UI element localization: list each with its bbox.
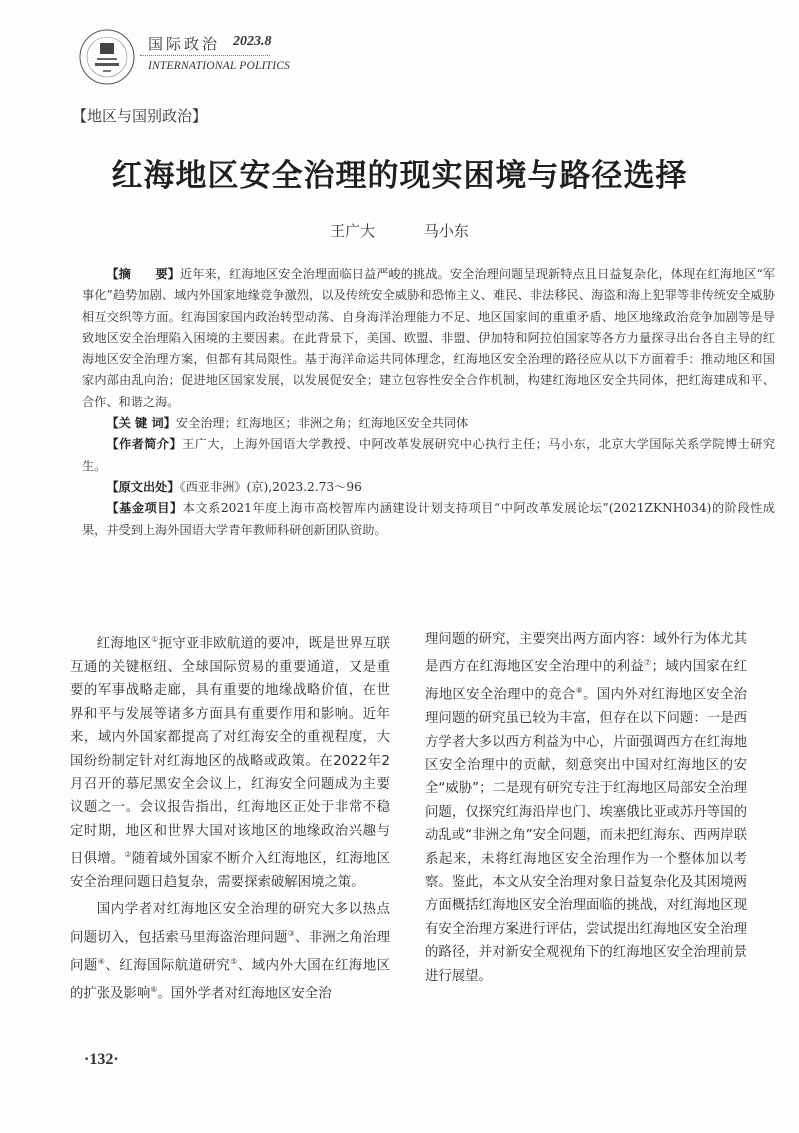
author-bio-label: 【作者简介】	[106, 437, 183, 452]
page-number: ·132·	[84, 1051, 119, 1068]
source	[82, 477, 775, 498]
body-text: 。国外学者对红海地区安全治	[157, 986, 332, 1002]
fund-label: 【基金项目】	[106, 501, 183, 516]
authors	[0, 220, 799, 241]
source-text: 《西亚非洲》(京),2023.2.73～96	[179, 479, 362, 494]
footnote-ref[interactable]: ④	[97, 956, 106, 966]
keywords-label: 【关 键 词】	[106, 416, 176, 431]
abstract-label: 【摘 要】	[106, 267, 180, 281]
body-paragraph	[70, 898, 390, 1005]
footnote-ref[interactable]: ⑧	[575, 686, 584, 696]
institution-seal-icon	[78, 28, 136, 86]
keywords	[82, 413, 775, 434]
journal-name-en: INTERNATIONAL POLITICS	[148, 60, 291, 72]
author-name: 王广大	[330, 222, 376, 240]
body-text: 、非洲之角治理问题	[70, 930, 391, 974]
source-label: 【原文出处】	[106, 479, 180, 494]
body-text: 扼守亚非欧航道的要冲，既是世界互联互通的关键枢纽、全球国际贸易的重要通道，又是重要的军事战略走廊，具有重要的地缘战略价值，在世界和平与发展等诸多方面具有重要作用和影响。近年来，域内外国家都提高了对红海安全的重视程度，大国纷纷制定针对红海地区的战略或政策。在2022年2月召开的慕尼黑安全会议上，红海安全问题成为主要议题之一。会议报告指出，红海地区正处于非常不稳定时期，地区和世界大国对该地区的地缘政治兴趣与日俱增。	[70, 636, 391, 867]
body-column-left	[70, 628, 390, 1009]
body-text: 理问题的研究，主要突出两方面内容：域外行为体尤其是西方在红海地区安全治理中的利益	[425, 632, 747, 675]
keywords-text: 安全治理；红海地区；非洲之角；红海地区安全共同体	[175, 416, 469, 431]
header-divider	[140, 55, 270, 56]
footnote-ref[interactable]: ③	[287, 928, 296, 938]
body-text: 、红海国际航道研究	[105, 958, 231, 974]
body-text: ；域内国家在红海地区安全治理中的竞合	[425, 659, 748, 703]
author-name: 马小东	[423, 222, 469, 240]
footnote-ref[interactable]: ②	[124, 850, 132, 860]
footnote-ref[interactable]: ⑦	[644, 658, 652, 668]
body-column-right	[425, 628, 747, 992]
author-bio-text: 王广大，上海外国语大学教授、中阿改革发展研究中心执行主任；马小东，北京大学国际关系学院博士研究生。	[82, 437, 776, 473]
body-text: 随着域外国家不断介入红海地区，红海地区安全治理问题日趋复杂，需要探索破解困境之策。	[70, 851, 391, 890]
body-paragraph	[70, 628, 390, 894]
body-paragraph-continued	[425, 628, 747, 988]
body-text: 、域内外大国在红海地区的扩张及影响	[70, 958, 391, 1002]
author-bio	[82, 434, 775, 477]
body-text: 。国内外对红海地区安全治理问题的研究虽已较为丰富，但存在以下问题：一是西方学者大多以西方利益为中心，片面强调西方在红海地区安全治理中的贡献，刻意突出中国对红海地区的安全“威胁”；二是现有研究专注于红海地区局部安全治理问题，仅探究红海沿岸也门、埃塞俄比亚或苏丹等国的动乱或“非洲之角”安全问题，而未把红海东、西两岸联系起来，未将红海地区安全治理作为一个整体加以考察。鉴此，本文从安全治理对象日益复杂化及其困境两方面概括红海地区安全治理面临的挑战，对红海地区现有安全治理方案进行评估，尝试提出红海地区安全治理的路径，并对新安全观视角下的红海地区安全治理前景进行展望。	[425, 687, 748, 984]
body-text: 国内学者对红海地区安全治理的研究大多以热点问题切入，包括索马里海盗治理问题	[70, 902, 390, 946]
abstract	[82, 264, 775, 413]
section-tag: 【地区与国别政治】	[72, 107, 208, 125]
footnote-ref[interactable]: ⑥	[150, 984, 158, 994]
article-title: 红海地区安全治理的现实困境与路径选择	[111, 158, 688, 194]
abstract-block	[82, 264, 775, 541]
body-text: 红海地区	[96, 636, 152, 652]
footnote-ref[interactable]: ①	[151, 635, 159, 644]
footnote-ref[interactable]: ⑤	[230, 956, 238, 966]
fund	[82, 498, 775, 541]
fund-text: 本文系2021年度上海市高校智库内涵建设计划支持项目“中阿改革发展论坛”(2021ZKNH034)的阶段性成果，并受到上海外国语大学青年教师科研创新团队资助。	[82, 501, 775, 537]
journal-name-cn: 国际政治	[148, 35, 221, 53]
journal-issue: 2023.8	[233, 34, 272, 49]
abstract-text: 近年来，红海地区安全治理面临日益严峻的挑战。安全治理问题呈现新特点且日益复杂化，体现在红海地区“军事化”趋势加剧、域内外国家地缘竞争激烈，以及传统安全威胁和恐怖主义、难民、非法移民、海盗和海上犯罪等非传统安全威胁相互交织等方面。红海国家国内政治转型动荡、自身海洋治理能力不足、地区国家间的重重矛盾、地区地缘政治竞争加剧等是导致地区安全治理陷入困境的主要因素。在此背景下，美国、欧盟、非盟、伊加特和阿拉伯国家等各方力量探寻出台各自主导的红海地区安全治理方案，但都有其局限性。基于海洋命运共同体理念，红海地区安全治理的路径应从以下方面着手：推动地区和国家内部由乱向治；促进地区国家发展，以发展促安全；建立包容性安全合作机制，构建红海地区安全共同体，把红海建成和平、合作、和谐之海。	[82, 267, 776, 409]
